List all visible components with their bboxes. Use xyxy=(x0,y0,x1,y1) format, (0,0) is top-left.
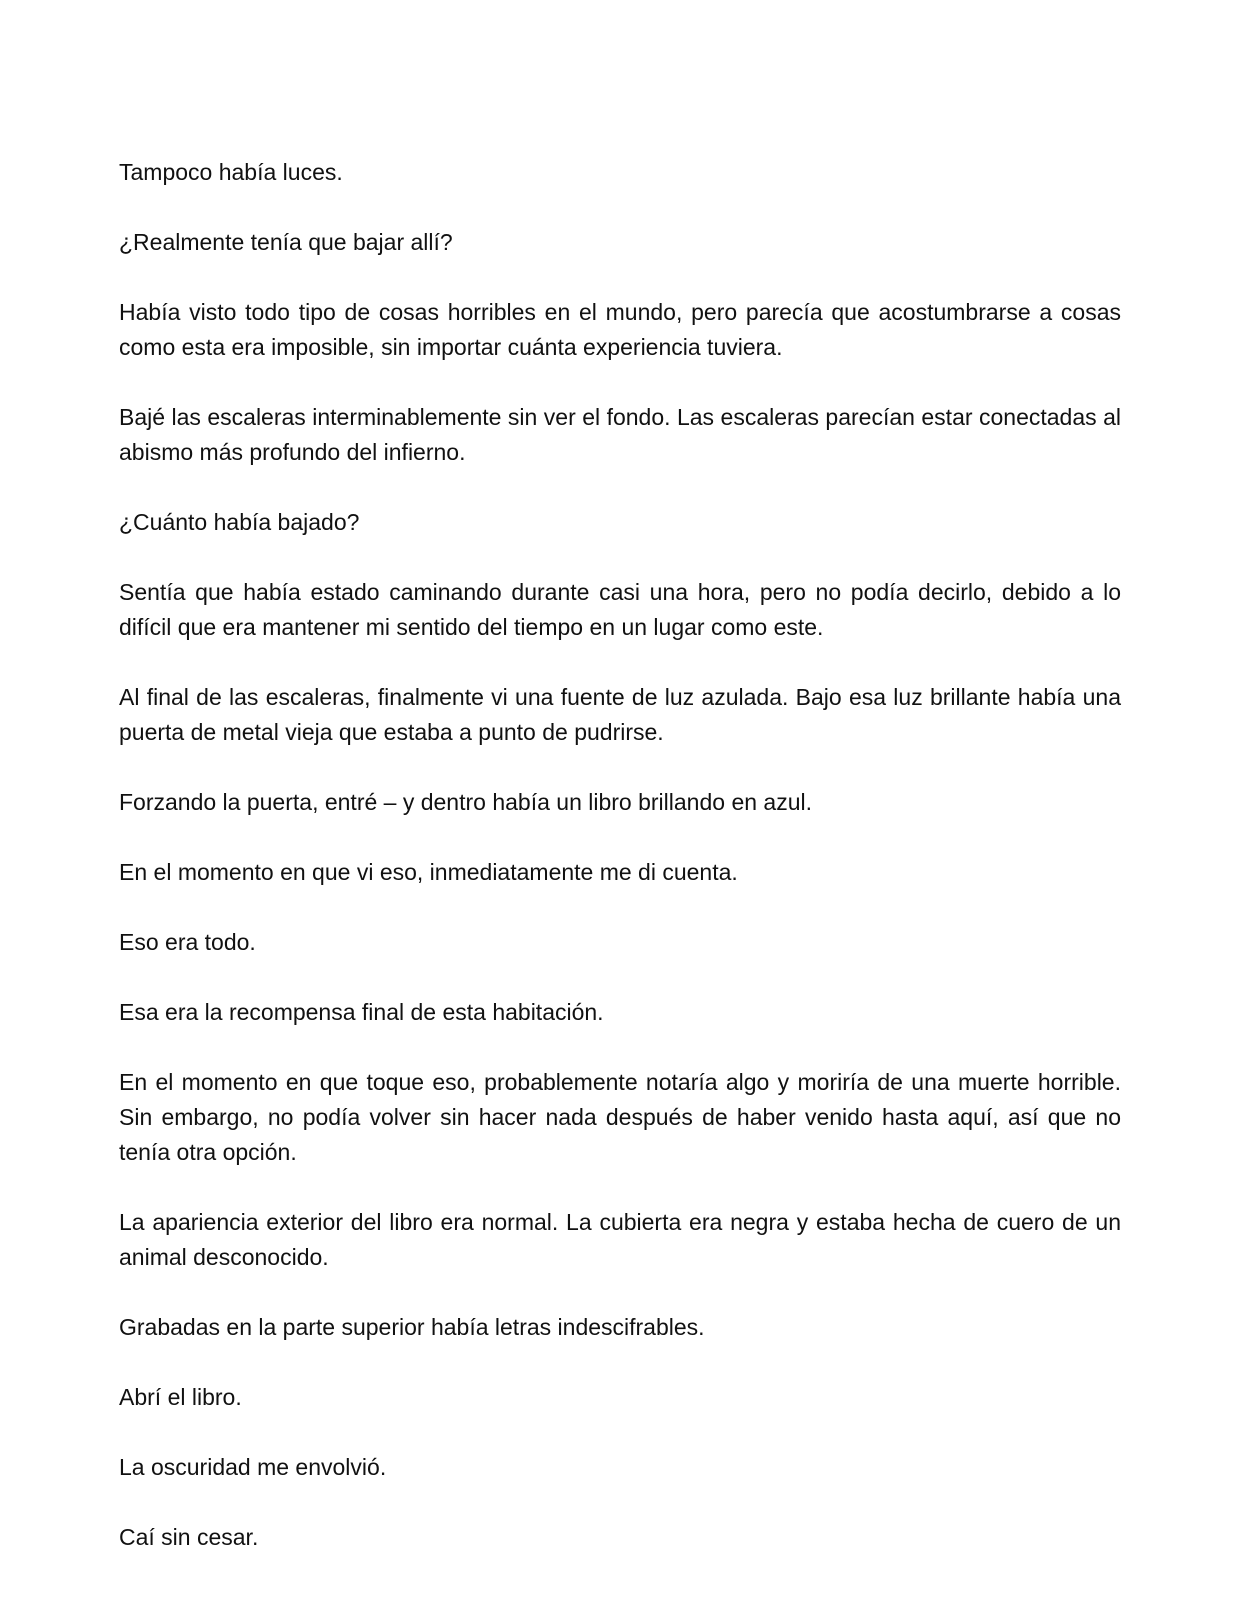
paragraph: Eso era todo. xyxy=(119,929,256,955)
paragraph: En el momento en que vi eso, inmediatamente me di cuenta. xyxy=(119,859,738,885)
paragraph: La apariencia exterior del libro era normal. La cubierta era negra y estaba hecha de cuero de un animal desconocido. xyxy=(119,1209,1121,1270)
body-text xyxy=(119,155,1121,1555)
paragraph: Tampoco había luces. xyxy=(119,159,343,185)
paragraph: ¿Realmente tenía que bajar allí? xyxy=(119,229,453,255)
paragraph: Caí sin cesar. xyxy=(119,1524,259,1550)
paragraph: ¿Cuánto había bajado? xyxy=(119,509,360,535)
paragraph: La oscuridad me envolvió. xyxy=(119,1454,387,1480)
paragraph: Esa era la recompensa final de esta habitación. xyxy=(119,999,604,1025)
paragraph: En el momento en que toque eso, probablemente notaría algo y moriría de una muerte horrible. Sin embargo, no podía volver sin hacer nada después de haber venido hasta aquí, así que no tenía otra opción. xyxy=(119,1069,1121,1165)
paragraph: Al final de las escaleras, finalmente vi una fuente de luz azulada. Bajo esa luz brillante había una puerta de metal vieja que estaba a punto de pudrirse. xyxy=(119,684,1121,745)
paragraph: Forzando la puerta, entré – y dentro había un libro brillando en azul. xyxy=(119,789,812,815)
paragraph: Bajé las escaleras interminablemente sin ver el fondo. Las escaleras parecían estar conectadas al abismo más profundo del infierno. xyxy=(119,404,1121,465)
paragraph: Grabadas en la parte superior había letras indescifrables. xyxy=(119,1314,705,1340)
paragraph: Había visto todo tipo de cosas horribles en el mundo, pero parecía que acostumbrarse a cosas como esta era imposible, sin importar cuánta experiencia tuviera. xyxy=(119,299,1121,360)
paragraph: Abrí el libro. xyxy=(119,1384,242,1410)
paragraph: Sentía que había estado caminando durante casi una hora, pero no podía decirlo, debido a lo difícil que era mantener mi sentido del tiempo en un lugar como este. xyxy=(119,579,1121,640)
